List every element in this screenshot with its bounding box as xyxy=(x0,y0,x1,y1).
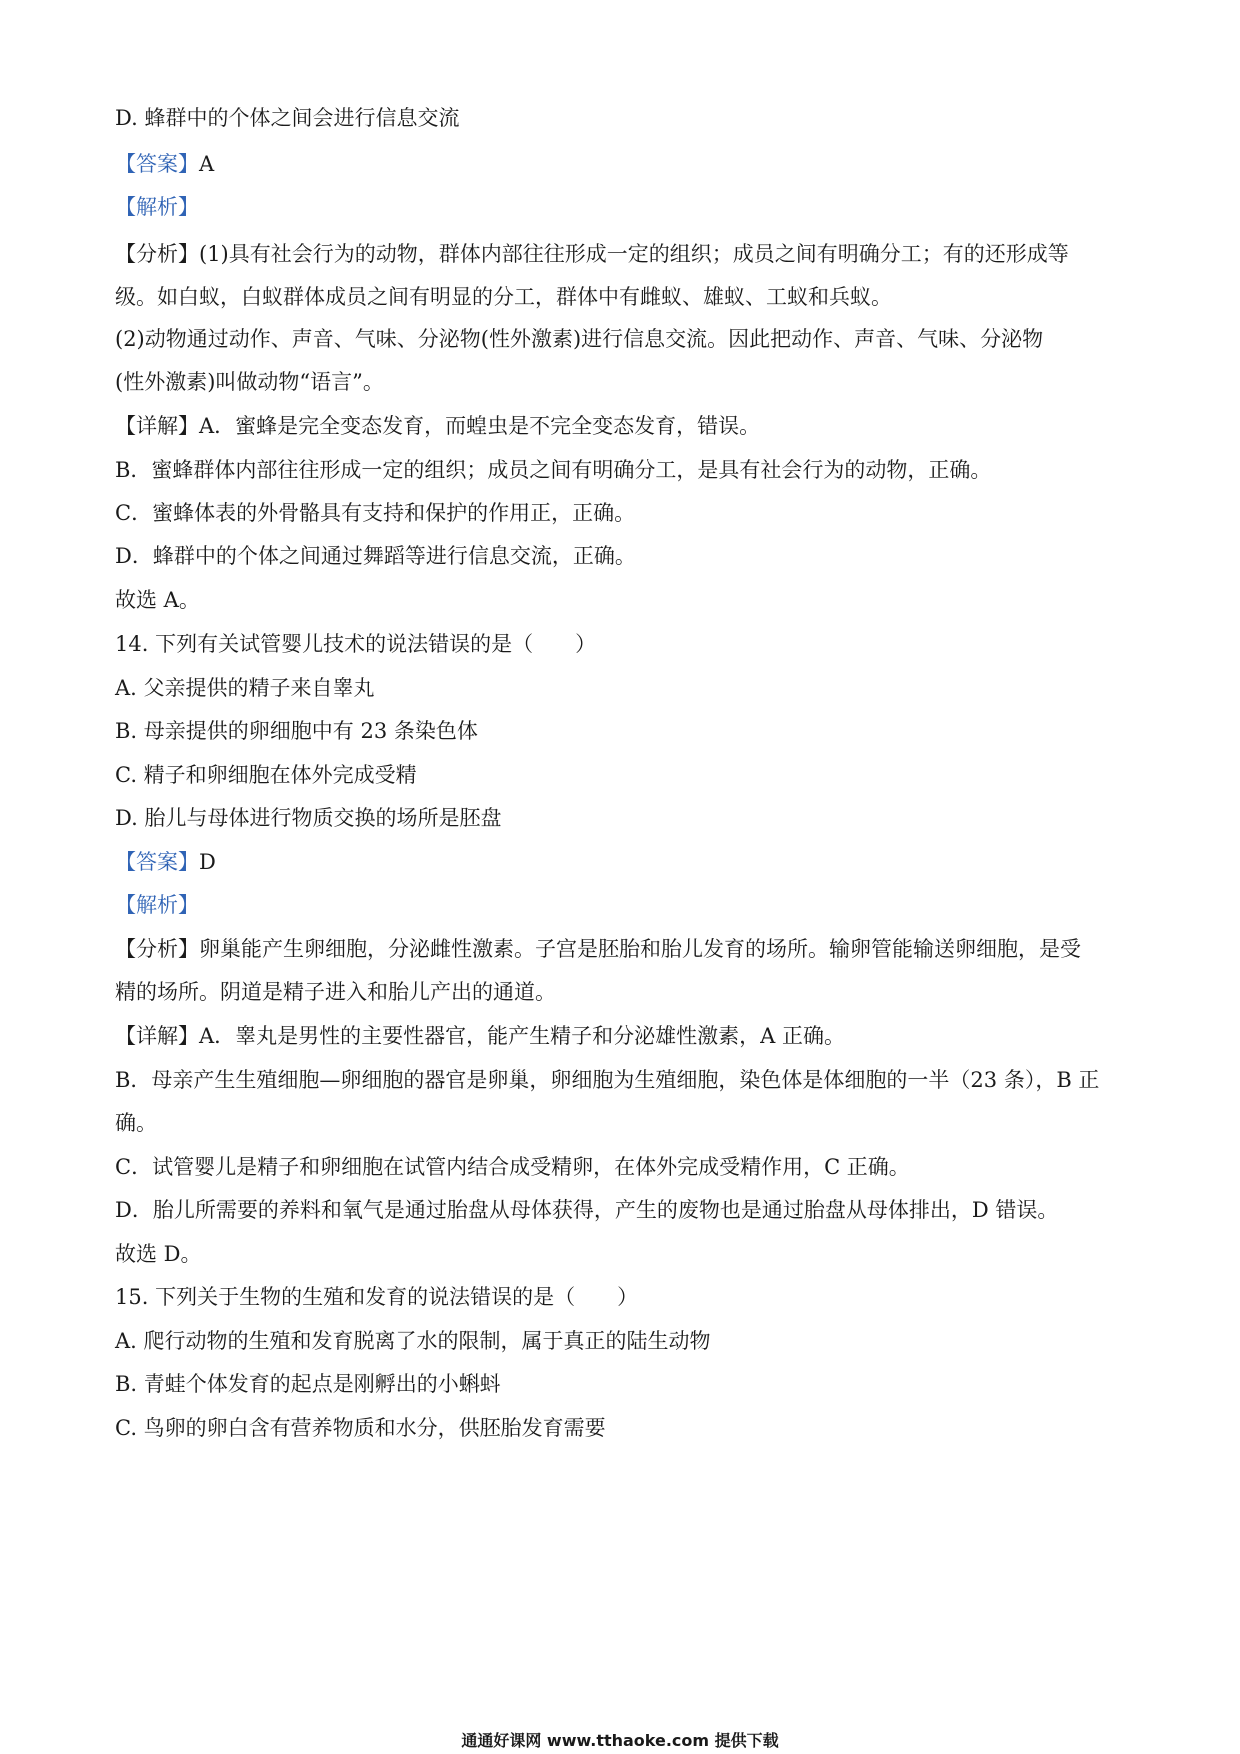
q14-detail-c: C．试管婴儿是精子和卵细胞在试管内结合成受精卵，在体外完成受精作用，C 正确。 xyxy=(115,1155,910,1179)
q13-answer xyxy=(115,150,1135,178)
q14-option-b: B. 母亲提供的卵细胞中有 23 条染色体 xyxy=(115,719,478,743)
q14-fenxi-line-2: 精的场所。阴道是精子进入和胎儿产出的通道。 xyxy=(115,980,556,1004)
q13-detail-a: 【详解】A．蜜蜂是完全变态发育，而蝗虫是不完全变态发育，错误。 xyxy=(115,414,761,438)
q14-detail-b-line-1: B．母亲产生生殖细胞—卵细胞的器官是卵巢，卵细胞为生殖细胞，染色体是体细胞的一半（23 条），B 正 xyxy=(115,1068,1100,1092)
q14-option-a: A. 父亲提供的精子来自睾丸 xyxy=(115,676,375,700)
q13-detail-b: B．蜜蜂群体内部往往形成一定的组织；成员之间有明确分工，是具有社会行为的动物，正确。 xyxy=(115,458,992,482)
q14-option-d: D. 胎儿与母体进行物质交换的场所是胚盘 xyxy=(115,806,502,830)
q15-option-c: C. 鸟卵的卵白含有营养物质和水分，供胚胎发育需要 xyxy=(115,1416,606,1440)
q13-fenxi-line-3: (2)动物通过动作、声音、气味、分泌物(性外激素)进行信息交流。因此把动作、声音、气味、分泌物 xyxy=(115,327,1044,351)
q13-detail-c: C．蜜蜂体表的外骨骼具有支持和保护的作用正，正确。 xyxy=(115,501,636,525)
q15-stem: 15. 下列关于生物的生殖和发育的说法错误的是（ ） xyxy=(115,1285,639,1309)
q13-detail-d: D．蜂群中的个体之间通过舞蹈等进行信息交流，正确。 xyxy=(115,544,636,568)
answer-label: 【答案】 xyxy=(115,850,199,874)
q14-option-c: C. 精子和卵细胞在体外完成受精 xyxy=(115,763,417,787)
q13-fenxi-line-2: 级。如白蚁，白蚁群体成员之间有明显的分工，群体中有雌蚁、雄蚁、工蚁和兵蚁。 xyxy=(115,285,892,309)
q13-option-d: D. 蜂群中的个体之间会进行信息交流 xyxy=(115,106,460,130)
page-footer: 通通好课网 www.tthaoke.com 提供下载 xyxy=(461,1731,779,1750)
answer-value: A xyxy=(199,152,215,176)
q14-detail-b-line-2: 确。 xyxy=(115,1111,157,1135)
q14-choice: 故选 D。 xyxy=(115,1242,202,1266)
q14-stem: 14. 下列有关试管婴儿技术的说法错误的是（ ） xyxy=(115,632,597,656)
q14-analysis-label: 【解析】 xyxy=(115,893,199,917)
answer-label: 【答案】 xyxy=(115,152,199,176)
q13-analysis-label: 【解析】 xyxy=(115,195,199,219)
q14-fenxi-line-1: 【分析】卵巢能产生卵细胞，分泌雌性激素。子宫是胚胎和胎儿发育的场所。输卵管能输送卵细胞，是受 xyxy=(115,937,1081,961)
q15-option-a: A. 爬行动物的生殖和发育脱离了水的限制，属于真正的陆生动物 xyxy=(115,1329,711,1353)
q14-detail-a: 【详解】A．睾丸是男性的主要性器官，能产生精子和分泌雄性激素，A 正确。 xyxy=(115,1024,846,1048)
q14-detail-d: D．胎儿所需要的养料和氧气是通过胎盘从母体获得，产生的废物也是通过胎盘从母体排出，D 错误。 xyxy=(115,1198,1059,1222)
q13-choice: 故选 A。 xyxy=(115,588,200,612)
q14-answer xyxy=(115,848,1135,876)
answer-value: D xyxy=(199,850,216,874)
q15-option-b: B. 青蛙个体发育的起点是刚孵出的小蝌蚪 xyxy=(115,1372,501,1396)
q13-fenxi-line-1: 【分析】(1)具有社会行为的动物，群体内部往往形成一定的组织；成员之间有明确分工；有的还形成等 xyxy=(115,242,1069,266)
q13-fenxi-line-4: (性外激素)叫做动物“语言”。 xyxy=(115,370,384,394)
